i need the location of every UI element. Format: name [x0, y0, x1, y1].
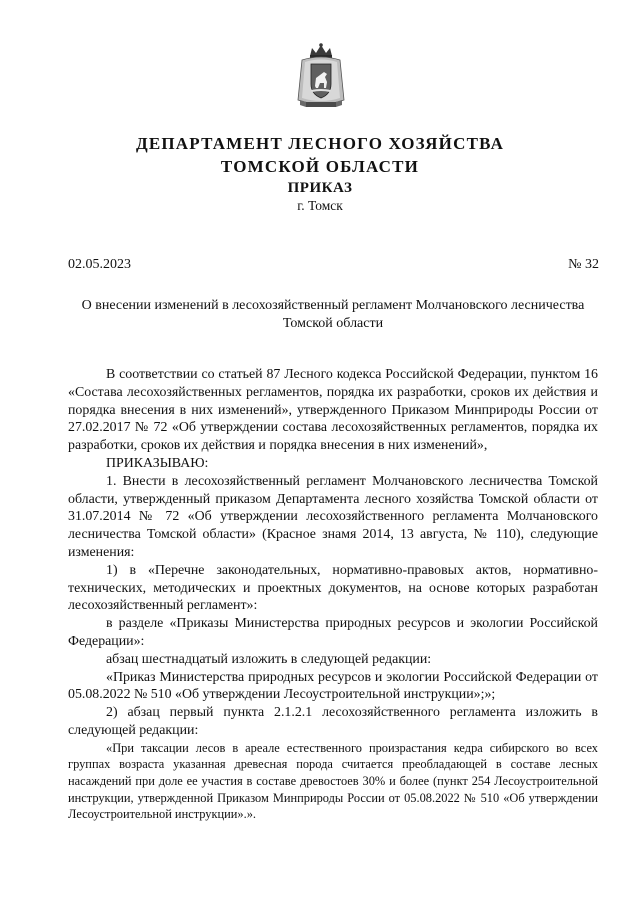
crown-icon [310, 43, 332, 58]
document-subject: О внесении изменений в лесохозяйственный регламент Молчановского лесничества Томской области [81, 298, 585, 331]
body-paragraph: «Приказ Министерства природных ресурсов и экологии Российской Федерации от 05.08.2022 № 510 «Об утверждении Лесоустроительной инструкции»;»; [68, 669, 598, 703]
department-name-line1: ДЕПАРТАМЕНТ ЛЕСНОГО ХОЗЯЙСТВА [135, 134, 505, 153]
body-paragraph: 1) в «Перечне законодательных, нормативно-правовых актов, нормативно-технических, методических и проектных документов, на основе которых разработан лесохозяйственный регламент»: [68, 562, 598, 614]
coat-of-arms-emblem [296, 42, 346, 110]
body-paragraph: абзац шестнадцатый изложить в следующей редакции: [106, 651, 432, 667]
preamble-paragraph: В соответствии со статьей 87 Лесного кодекса Российской Федерации, пунктом 16 «Состава лесохозяйственных регламентов, порядка их разработки, сроков их действия и порядка внесения в них изменений», утвержденного Приказом Минприроды России от 27.02.2017 № 72 «Об утверждении состава лесохозяйственных регламентов, порядка их разработки, сроков их действия и порядка внесения в них изменений», [68, 367, 598, 454]
document-body [68, 366, 598, 823]
quoted-paragraph: «При таксации лесов в ареале естественного произрастания кедра сибирского во всех группах возраста указанная древесная порода считается преобладающей в составе лесных насаждений при доле ее участия в составе древостоев 30% и более (пункт 254 Лесоустроительной инструкции, утвержденной Приказом Минприроды России от 05.08.2022 № 510 «Об утверждении Лесоустроительной инструкции».». [68, 740, 598, 822]
city: г. Томск [297, 198, 343, 213]
body-paragraph: в разделе «Приказы Министерства природных ресурсов и экологии Российской Федерации»: [68, 616, 598, 649]
document-number: № 32 [568, 257, 599, 272]
body-paragraph: 2) абзац первый пункта 2.1.2.1 лесохозяйственного регламента изложить в следующей редакции: [68, 705, 598, 738]
body-paragraph: 1. Внести в лесохозяйственный регламент Молчановского лесничества Томской области, утвержденный приказом Департамента лесного хозяйства Томской области от 31.07.2014 № 72 «Об утверждении лесохозяйственного регламента Молчановского лесничества Томской области» (Красное знамя 2014, 13 августа, № 110), следующие изменения: [68, 473, 598, 560]
document-type: ПРИКАЗ [287, 180, 353, 196]
document-date: 02.05.2023 [68, 257, 131, 272]
department-name-line2: ТОМСКОЙ ОБЛАСТИ [220, 157, 420, 176]
order-keyword: ПРИКАЗЫВАЮ: [106, 455, 209, 471]
